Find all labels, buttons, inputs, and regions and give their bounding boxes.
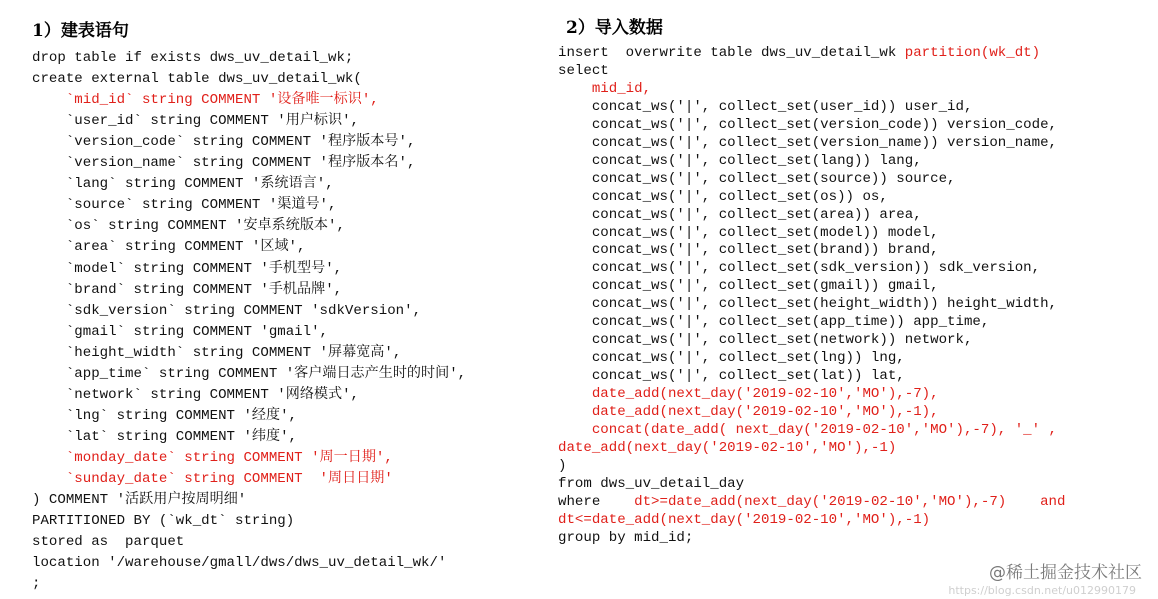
right-code-segment: insert overwrite table dws_uv_detail_wk [558,45,905,61]
left-code-line: PARTITIONED BY (`wk_dt` string) [32,513,295,530]
right-code-segment: where [558,493,635,510]
right-code-segment: from dws_uv_detail_day [558,475,745,492]
right-code-line [558,351,905,365]
right-code-line [558,190,888,204]
right-code-segment: date_add(next_day('2019-02-10','MO'),-7), [558,386,939,403]
right-code-line [558,261,1040,275]
right-code-line [558,118,1057,132]
left-code-line: ; [32,576,41,593]
left-code-line: ) COMMENT '活跃用户按周明细' [32,492,247,509]
left-code-line: drop table if exists dws_uv_detail_wk; [32,50,354,66]
right-code-line [558,46,1040,60]
left-code-line: stored as parquet [32,534,185,551]
left-code-line: `network` string COMMENT '网络模式', [32,386,360,403]
right-code-line [558,333,972,347]
right-code-line [558,279,939,293]
left-code-line: `os` string COMMENT '安卓系统版本', [32,218,345,235]
right-code-segment: concat_ws('|', collect_set(lat)) lat, [558,368,905,385]
left-heading: 1）建表语句 [32,21,129,41]
right-code-segment: concat_ws('|', collect_set(brand)) brand, [558,242,939,259]
right-code-line [558,100,972,114]
right-code-line [558,531,693,545]
left-code-line: `lng` string COMMENT '经度', [32,407,298,424]
left-code-line: `mid_id` string COMMENT '设备唯一标识', [32,92,379,109]
left-code-line: `model` string COMMENT '手机型号', [32,260,343,277]
right-code-segment: concat_ws('|', collect_set(os)) os, [558,188,888,205]
right-code-line [558,64,609,78]
right-code-segment: concat_ws('|', collect_set(network)) network, [558,332,973,349]
right-code-segment: date_add(next_day('2019-02-10','MO'),-1) [558,439,897,456]
right-code-line [558,495,1065,509]
left-code-line: `source` string COMMENT '渠道号', [32,197,337,214]
left-code-line: `lat` string COMMENT '纬度', [32,428,298,445]
right-code-line [558,387,939,401]
right-code-line [558,172,956,186]
right-heading: 2）导入数据 [566,18,663,38]
right-code-segment: concat_ws('|', collect_set(version_name)) version_name, [558,134,1057,151]
right-code-segment: concat_ws('|', collect_set(area)) area, [558,206,922,223]
right-code-line [558,297,1057,311]
right-code-segment: concat_ws('|', collect_set(gmail)) gmail, [558,278,939,295]
right-code-line [558,423,1057,437]
watermark-url: https://blog.csdn.net/u012990179 [948,584,1136,597]
left-code-line: `lang` string COMMENT '系统语言', [32,176,334,193]
right-code-segment: select [558,62,609,79]
right-code-line [558,226,939,240]
left-code-line: `user_id` string COMMENT '用户标识', [32,113,360,130]
right-code-line [558,441,896,455]
right-code-segment: mid_id, [558,80,652,97]
right-code-line [558,369,905,383]
right-code-line [558,459,566,473]
right-code-line [558,154,922,168]
left-code-line: `sunday_date` string COMMENT '周日日期' [32,471,393,487]
right-code-line [558,315,989,329]
right-code-line [558,405,939,419]
right-code-segment: partition(wk_dt) [904,45,1041,61]
left-code-line: create external table dws_uv_detail_wk( [32,71,362,88]
left-code-line: `area` string COMMENT '区域', [32,239,306,256]
right-code-segment: concat_ws('|', collect_set(version_code)) version_code, [558,116,1057,133]
watermark-text: @稀土掘金技术社区 [989,563,1142,583]
left-code-line: `app_time` string COMMENT '客户端日志产生时的时间', [32,365,467,382]
left-code-line: `gmail` string COMMENT 'gmail', [32,323,329,340]
right-code-segment: group by mid_id; [558,529,694,546]
right-code-segment: concat_ws('|', collect_set(sdk_version)) sdk_version, [558,260,1041,277]
left-code-line: `version_code` string COMMENT '程序版本号', [32,134,416,151]
left-code-line: `brand` string COMMENT '手机品牌', [32,281,343,298]
right-code-segment: concat(date_add( next_day('2019-02-10','MO'),-7), '_' , [558,421,1057,438]
right-code-segment: concat_ws('|', collect_set(model)) model, [558,224,939,241]
right-code-segment: dt>=date_add(next_day('2019-02-10','MO'),-7) and [634,493,1066,510]
right-code-line [558,477,744,491]
right-code-line [558,136,1057,150]
right-code-segment: concat_ws('|', collect_set(lng)) lng, [558,350,905,367]
left-code-line: `version_name` string COMMENT '程序版本名', [32,155,416,172]
right-code-line [558,243,939,257]
left-code-line: `height_width` string COMMENT '屏幕宽高', [32,344,402,361]
right-code-segment: ) [558,457,567,474]
right-code-line [558,513,930,527]
left-code-line: `sdk_version` string COMMENT 'sdkVersion', [32,302,422,319]
right-code-segment: concat_ws('|', collect_set(user_id)) user_id, [558,98,973,115]
right-code-segment: concat_ws('|', collect_set(source)) source, [558,170,956,187]
right-code-line [558,82,651,96]
left-code-line: `monday_date` string COMMENT '周一日期', [32,449,393,466]
right-code-segment: concat_ws('|', collect_set(app_time)) app_time, [558,314,990,331]
left-code-line: location '/warehouse/gmall/dws/dws_uv_detail_wk/' [32,555,447,572]
right-code-line [558,208,922,222]
right-code-segment: concat_ws('|', collect_set(height_width)) height_width, [558,296,1057,313]
right-code-segment: date_add(next_day('2019-02-10','MO'),-1), [558,404,939,420]
right-code-segment: concat_ws('|', collect_set(lang)) lang, [558,152,922,169]
right-code-segment: dt<=date_add(next_day('2019-02-10','MO'),-1) [558,511,931,528]
